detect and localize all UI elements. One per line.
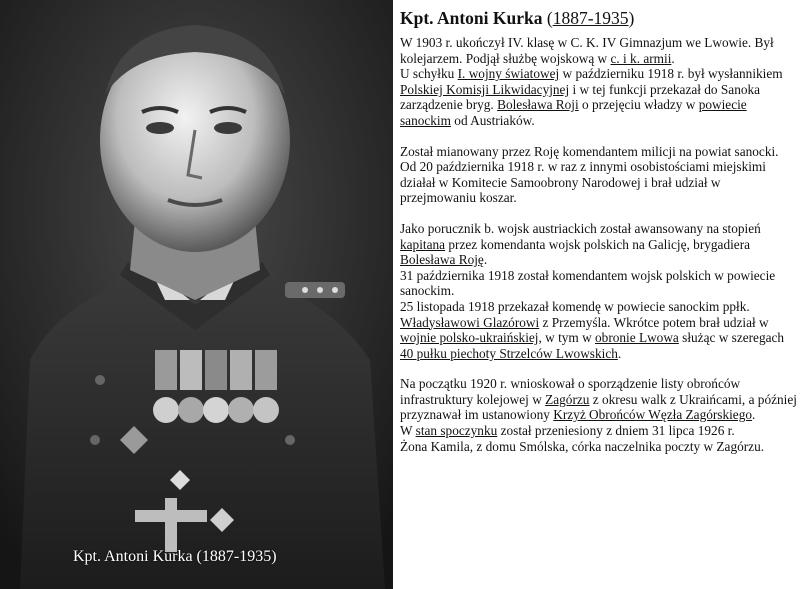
text-span: . <box>752 407 756 423</box>
spacer <box>400 206 798 221</box>
paragraph-education <box>400 35 798 66</box>
paragraph-ww1 <box>400 66 798 128</box>
link-boleslaw-roje[interactable]: Bolesława Roję <box>400 252 484 268</box>
paragraph-zagorz <box>400 376 798 423</box>
text-span: przez komendanta wojsk polskich na Galicję, brygadiera <box>445 236 751 252</box>
text-span: w październiku 1918 r. był wysłannikiem <box>559 66 783 82</box>
text-span: służąc w szeregach <box>678 330 785 346</box>
link-glazor[interactable]: Władysławowi Glazórowi <box>400 314 540 330</box>
link-kapitan[interactable]: kapitana <box>400 236 446 252</box>
link-zagorz[interactable]: Zagórzu <box>545 391 590 407</box>
link-ww1[interactable]: I. wojny światowej <box>457 66 560 82</box>
text-span: . <box>671 50 675 66</box>
paragraph-committee: Od 20 października 1918 r. w raz z innymi osobistościami miejskimi działał w Komitecie Samoobrony Narodowej i brał udział w przejmowaniu koszar. <box>400 159 766 206</box>
portrait-image <box>0 0 393 589</box>
text-span: od Austriaków. <box>450 112 535 128</box>
spacer <box>400 361 798 376</box>
text-span: W 1903 r. ukończył IV. klasę w C. K. IV Gimnazjum we Lwowie. Był kolejarzem. Podjął służbę wojskową w <box>400 35 774 66</box>
portrait-photo <box>0 0 393 589</box>
text-span: Na początku 1920 r. wnioskował o sporządzenie listy obrońców infrastruktury kolejowej w <box>400 376 741 407</box>
link-stan-spoczynku[interactable]: stan spoczynku <box>415 423 498 439</box>
paragraph-commandant: 31 października 1918 został komendantem wojsk polskich w powiecie sanockim. <box>400 267 776 299</box>
text-span: , w tym w <box>538 330 596 346</box>
text-span: W <box>400 423 416 439</box>
text-span: został przeniesiony z dniem 31 lipca 1926 r. <box>497 423 735 439</box>
paragraph-handover <box>400 299 798 361</box>
link-40-regiment[interactable]: 40 pułku piechoty Strzelców Lwowskich <box>400 345 618 361</box>
paragraph-militia: Został mianowany przez Roję komendantem milicji na powiat sanocki. <box>400 143 779 159</box>
text-span: . <box>483 252 488 268</box>
portrait-caption: Kpt. Antoni Kurka (1887-1935) <box>73 548 277 565</box>
link-boleslaw-roja[interactable]: Bolesława Roji <box>497 97 579 113</box>
link-defense-of-lwow[interactable]: obronie Lwowa <box>595 330 679 346</box>
text-span: z Przemyśla. Wkrótce potem brał udział w <box>539 314 769 330</box>
text-span: i w tej funkcji przekazał do Sanoka zarządzenie bryg. <box>400 81 761 113</box>
link-powiat-sanocki[interactable]: powiecie sanockim <box>400 97 747 128</box>
text-span: . <box>617 345 622 361</box>
link-pkl[interactable]: Polskiej Komisji Likwidacyjnej <box>400 81 570 97</box>
text-span: 25 listopada 1918 przekazał komendę w powiecie sanockim ppłk. <box>400 298 750 314</box>
paragraph-family: Żona Kamila, z domu Smólska, córka naczelnika poczty w Zagórzu. <box>400 438 765 454</box>
text-span: z okresu walk z Ukraińcami, a później przyznawał im ustanowiony <box>400 391 797 423</box>
text-span: o przejęciu władzy w <box>578 97 699 113</box>
paragraph-promotion <box>400 221 798 268</box>
title-years-link[interactable]: 1887-1935 <box>552 8 629 28</box>
link-polish-ukrainian-war[interactable]: wojnie polsko-ukraińskiej <box>400 330 539 346</box>
biography-text <box>400 8 798 454</box>
page-title: Kpt. Antoni Kurka (1887-1935) <box>400 8 635 28</box>
link-ck-army[interactable]: c. i k. armii <box>610 50 672 66</box>
text-span: Jako porucznik b. wojsk austriackich został awansowany na stopień <box>400 220 761 236</box>
link-krzyz-obroncow[interactable]: Krzyż Obrońców Węzła Zagórskiego <box>553 407 753 423</box>
paragraph-retirement <box>400 423 798 439</box>
title-name: Kpt. Antoni Kurka <box>400 8 543 28</box>
text-span: U schyłku <box>400 66 458 82</box>
spacer <box>400 129 798 144</box>
